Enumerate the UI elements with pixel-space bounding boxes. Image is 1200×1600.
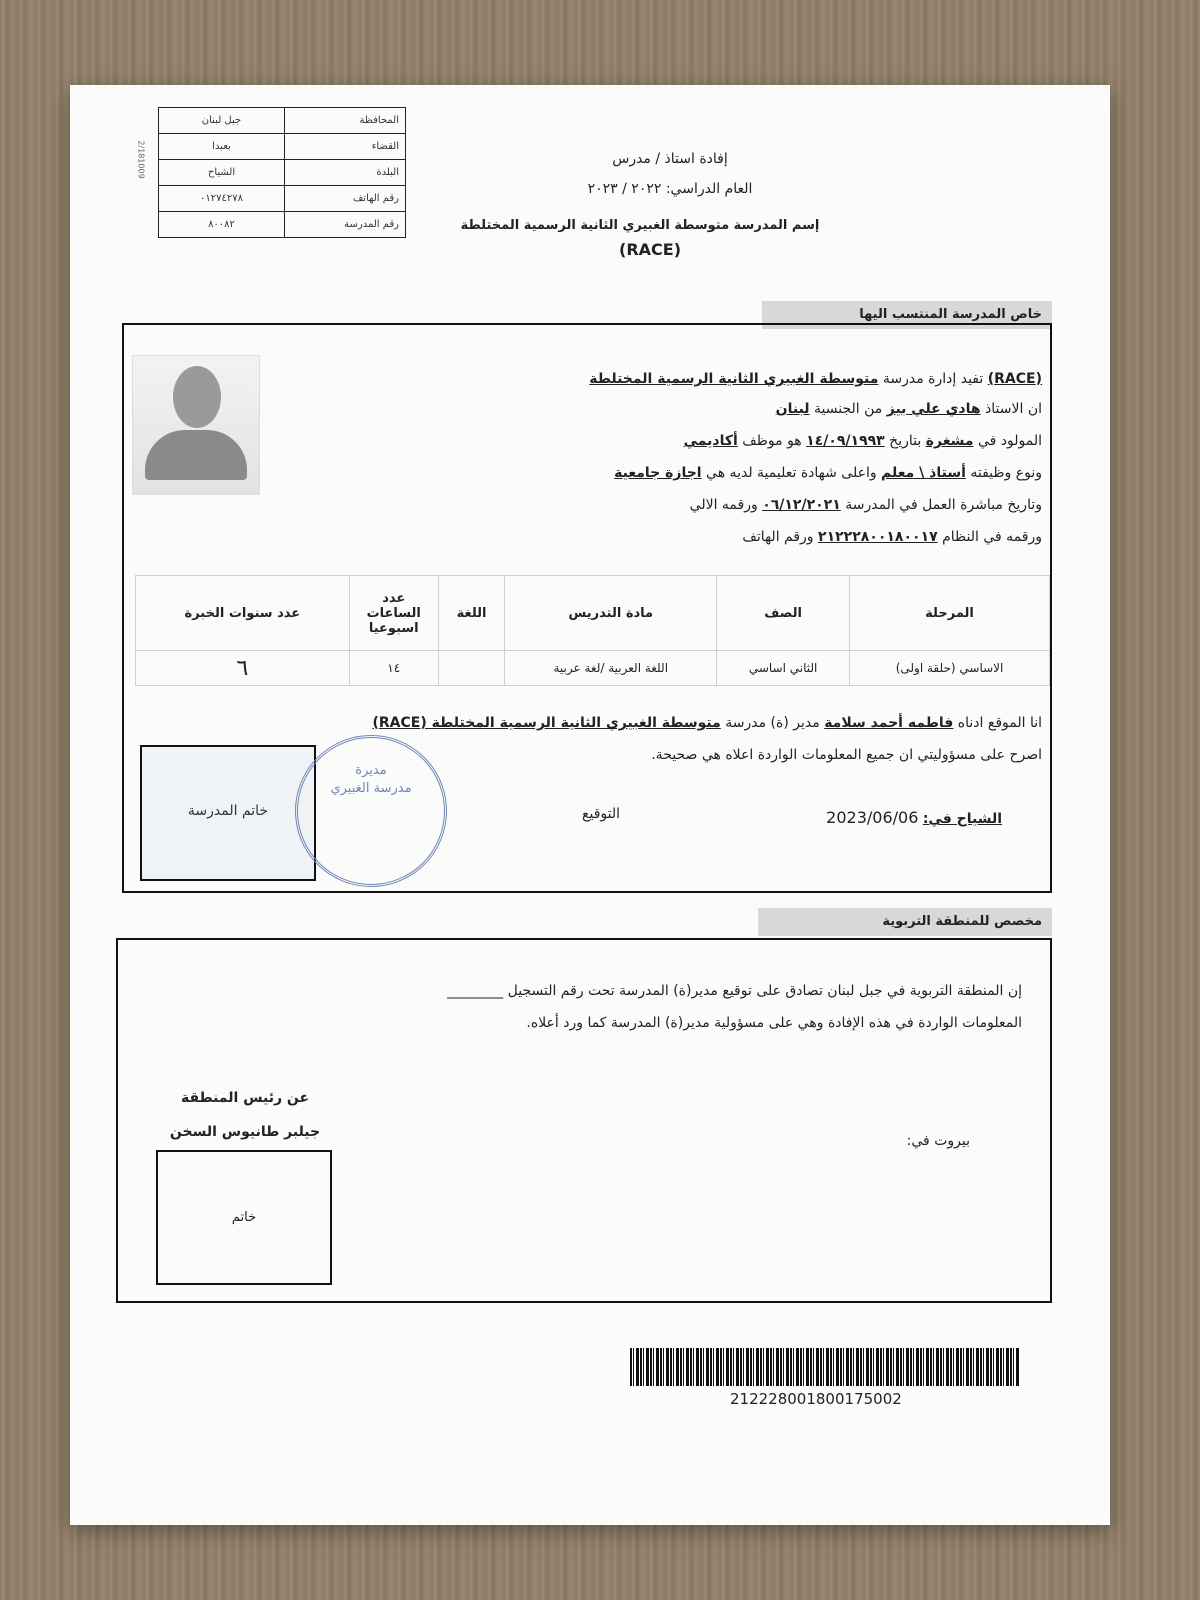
line-3: المولود في مشغرة بتاريخ ١٤/٠٩/١٩٩٣ هو موظف أكاديمي <box>683 433 1042 449</box>
col-hours: عدد الساعات اسبوعيا <box>349 576 438 651</box>
info-value: ٠١٢٧٤٢٧٨ <box>159 186 285 212</box>
line-4: ونوع وظيفته أستاذ \ معلم واعلى شهادة تعليمية لديه هي اجازة جامعية <box>614 465 1042 481</box>
barcode-number: 212228001800175002 <box>730 1390 902 1408</box>
photo-placeholder <box>132 355 260 495</box>
sign-place-date: الشياح في: 2023/06/06 <box>826 808 1002 827</box>
certificate-paper <box>70 85 1110 1525</box>
school-info-table <box>158 107 406 238</box>
region-seal-box: خاتم <box>156 1150 332 1285</box>
region-line-2: المعلومات الواردة في هذه الإفادة وهي على مسؤولية مدير(ة) المدرسة كما ورد أعلاه. <box>526 1015 1022 1031</box>
section-region-title: مخصص للمنطقة التربوية <box>758 908 1052 936</box>
region-head-title: عن رئيس المنطقة <box>180 1090 310 1106</box>
info-label: رقم المدرسة <box>285 212 406 238</box>
cell-stage: الاساسي (حلقة اولى) <box>850 651 1050 686</box>
cell-grade: الثاني اساسي <box>717 651 850 686</box>
info-label: البلدة <box>285 160 406 186</box>
line-6: ورقمه في النظام ٢١٢٢٢٨٠٠١٨٠٠١٧ ورقم الهاتف <box>742 529 1042 545</box>
table-row <box>136 651 1050 686</box>
cell-subject: اللغة العربية /لغة عربية <box>505 651 717 686</box>
region-head-name: جيلبر طانيوس السخن <box>169 1124 321 1140</box>
col-subject: مادة التدريس <box>505 576 717 651</box>
doc-title: إفادة استاذ / مدرس <box>612 151 728 167</box>
col-experience: عدد سنوات الخبرة <box>136 576 350 651</box>
barcode <box>630 1348 1020 1386</box>
line-2: ان الاستاذ هادي علي بيز من الجنسية لبنان <box>775 401 1042 417</box>
document-number: 2/181009 <box>136 140 146 179</box>
line-5: وتاريخ مباشرة العمل في المدرسة ٠٦/١٢/٢٠٢١ ورقمه الالي <box>689 497 1042 513</box>
signature-label: التوقيع <box>582 806 620 822</box>
school-seal-stamp: خاتم المدرسة <box>140 745 316 881</box>
declaration-line-2: اصرح على مسؤوليتي ان جميع المعلومات الواردة اعلاه هي صحيحة. <box>651 747 1042 763</box>
info-value: الشياح <box>159 160 285 186</box>
cell-experience: ٦ <box>136 651 350 686</box>
region-line-1: إن المنطقة التربوية في جبل لبنان تصادق على توقيع مدير(ة) المدرسة تحت رقم التسجيل ________ <box>447 983 1022 999</box>
teaching-table <box>135 575 1050 686</box>
col-stage: المرحلة <box>850 576 1050 651</box>
info-label: رقم الهاتف <box>285 186 406 212</box>
col-grade: الصف <box>717 576 850 651</box>
info-label: المحافظة <box>285 108 406 134</box>
line-1: (RACE) تفيد إدارة مدرسة متوسطة الغبيري الثانية الرسمية المختلطة <box>589 371 1042 387</box>
principal-round-stamp: مديرة مدرسة الغبيري <box>295 735 447 887</box>
cell-language <box>438 651 505 686</box>
info-label: القضاء <box>285 134 406 160</box>
beirut-date: بيروت في: <box>906 1133 970 1149</box>
school-code: (RACE) <box>619 240 681 259</box>
school-name: إسم المدرسة متوسطة الغبيري الثانية الرسمية المختلطة <box>460 218 820 233</box>
info-value: جبل لبنان <box>159 108 285 134</box>
col-language: اللغة <box>438 576 505 651</box>
info-value: بعبدا <box>159 134 285 160</box>
info-value: ٨٠٠٨٢ <box>159 212 285 238</box>
school-year: العام الدراسي: ٢٠٢٢ / ٢٠٢٣ <box>587 181 753 197</box>
cell-hours: ١٤ <box>349 651 438 686</box>
section-school-title: خاص المدرسة المنتسب اليها <box>762 301 1052 329</box>
declaration-line-1: انا الموقع ادناه فاطمه أحمد سلامة مدير (ة) مدرسة متوسطة الغبيري الثانية الرسمية المختلطة (RACE) <box>372 715 1042 731</box>
